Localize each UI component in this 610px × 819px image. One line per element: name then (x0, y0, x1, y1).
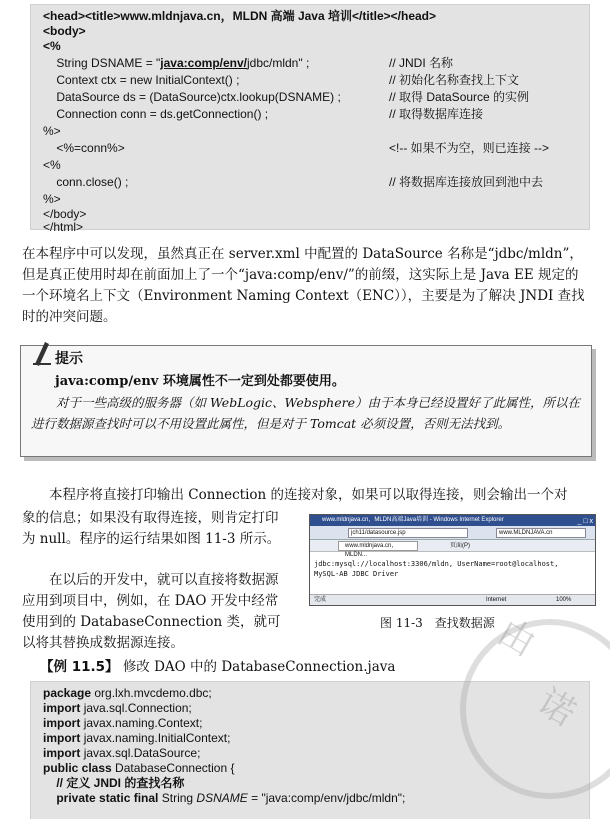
code-line: </body> (43, 207, 87, 221)
tip-heading: java:comp/env 环境属性不一定到处都要使用。 (55, 374, 345, 389)
browser-tab: www.mldnjava.cn，MLDN... (338, 541, 418, 551)
address-input: jch11/datasource.jsp (348, 528, 468, 538)
status-zoom: 100% (556, 597, 572, 603)
body-paragraph: 象的信息；如果没有取得连接，则肯定打印为 null。程序的运行结果如图 11-3 所示。 (22, 510, 281, 547)
code-line: %> (43, 124, 61, 138)
figure-caption: 图 11-3 查找数据源 (380, 616, 495, 630)
code-comment: <!-- 如果不为空，则已连接 --> (389, 141, 550, 155)
example-text: 修改 DAO 中的 DatabaseConnection.java (122, 659, 396, 675)
code-line: // 定义 JNDI 的查找名称 (56, 776, 185, 790)
status-bar (310, 594, 595, 605)
search-input: www.MLDNJAVA.cn (496, 528, 586, 538)
code-line: </html> (43, 220, 84, 234)
code-line: import javax.sql.DataSource; (43, 746, 201, 760)
page-output (314, 559, 558, 579)
output-line: MySQL-AB JDBC Driver (314, 570, 399, 578)
body-paragraph: 在以后的开发中，就可以直接将数据源应用到项目中，例如，在 DAO 开发中经常使用到的 DatabaseConnection 类，就可以将其替换成数据源连接。 (22, 572, 281, 651)
watermark-char: 诺 (530, 681, 583, 735)
body-paragraph: 在本程序中可以发现，虽然真正在 server.xml 中配置的 DataSource 名称是“jdbc/mldn”，但是真正使用时却在前面加上了一个“java:comp/env/”的前缀，这实际上是 Java EE 规定的一个环境名上下文（Environment Naming Context（ENC）），主要是为了解决 JNDI 查找时的冲突问题。 (22, 246, 585, 325)
code-line: <% (43, 39, 61, 53)
code-line: <%=conn%> (43, 141, 125, 155)
code-line: import java.sql.Connection; (43, 701, 192, 715)
page-menu: 页面(P) (450, 543, 470, 549)
code-line: private static final String DSNAME = "java:comp/env/jdbc/mldn"; (56, 791, 406, 805)
code-line: public class DatabaseConnection { (43, 761, 235, 775)
code-listing-jsp (30, 4, 590, 234)
address-bar (310, 526, 595, 540)
code-line: <head><title>www.mldnjava.cn，MLDN 高端 Java 培训</title></head> (43, 9, 437, 23)
code-comment: // 取得 DataSource 的实例 (389, 90, 530, 104)
status-done: 完成 (314, 597, 327, 603)
code-line: <body> (43, 24, 86, 38)
body-paragraph: 本程序将直接打印输出 Connection 的连接对象，如果可以取得连接，则会输出一个对 (49, 487, 568, 503)
code-comment: // 取得数据库连接 (389, 107, 484, 121)
tip-box (20, 345, 592, 457)
window-titlebar (310, 515, 595, 526)
example-label: 【例 11.5】 (40, 659, 119, 675)
watermark-char: 由 (490, 611, 543, 665)
code-line: Context ctx = new InitialContext() ; (43, 73, 240, 87)
code-line: import javax.naming.InitialContext; (43, 731, 231, 745)
code-comment: // 初始化名称查找上下文 (389, 73, 520, 87)
window-title: www.mldnjava.cn，MLDN高端Java培训 - Windows Internet Explorer (322, 517, 504, 523)
code-line: package org.lxh.mvcdemo.dbc; (43, 686, 212, 700)
code-line: String DSNAME = "java:comp/env/jdbc/mldn" ; (43, 56, 310, 70)
example-heading (40, 655, 395, 675)
output-line: jdbc:mysql://localhost:3306/mldn, UserName=root@localhost, (314, 560, 559, 568)
code-comment: // JNDI 名称 (389, 56, 454, 70)
tab-bar (310, 540, 595, 558)
pen-icon (31, 340, 53, 370)
code-line: DataSource ds = (DataSource)ctx.lookup(DSNAME) ; (43, 90, 341, 104)
code-line: %> (43, 192, 61, 206)
browser-screenshot (309, 514, 596, 606)
code-line: <% (43, 158, 61, 172)
tip-body: 对于一些高级的服务器（如 WebLogic、Websphere）由于本身已经设置好了此属性，所以在进行数据源查找时可以不用设置此属性，但是对于 Tomcat 必须设置，否则无法找到。 (31, 395, 580, 431)
code-line: Connection conn = ds.getConnection() ; (43, 107, 269, 121)
window-buttons: _ □ x (577, 518, 593, 525)
status-zone: Internet (486, 597, 507, 603)
tip-title: 提示 (55, 351, 83, 367)
code-line: conn.close() ; (43, 175, 129, 189)
code-comment: // 将数据库连接放回到池中去 (389, 175, 544, 189)
code-line: import javax.naming.Context; (43, 716, 203, 730)
